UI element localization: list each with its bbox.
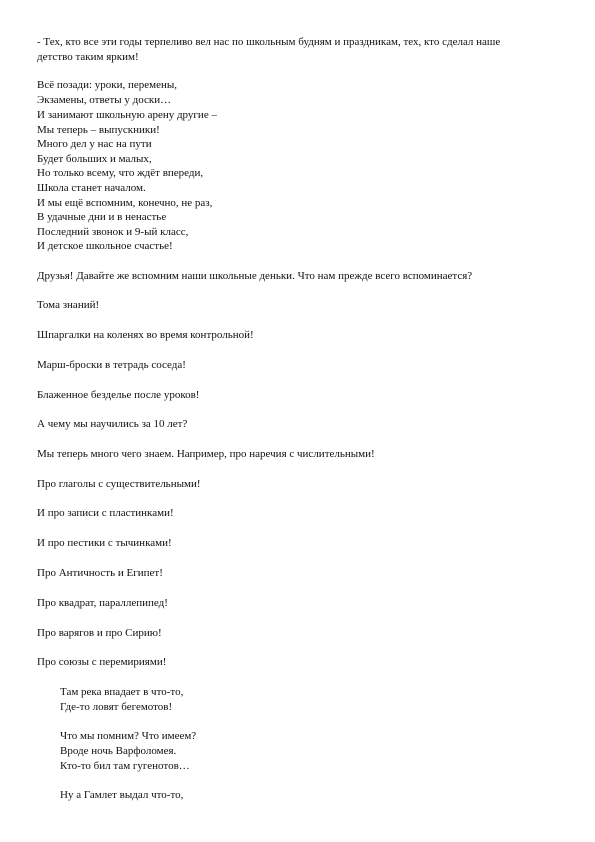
stanza-line: Там река впадает в что-то, bbox=[60, 686, 184, 698]
stanza-line: Ну а Гамлет выдал что-то, bbox=[60, 789, 184, 801]
poem-line: И мы ещё вспомним, конечно, не раз, bbox=[37, 197, 213, 209]
text-line: Про глаголы с существительными! bbox=[37, 478, 201, 490]
text-line: Про Античность и Египет! bbox=[37, 567, 163, 579]
stanza-line: Где-то ловят бегемотов! bbox=[60, 701, 173, 713]
intro-line-2: детство таким ярким! bbox=[37, 51, 139, 63]
text-line: Марш-броски в тетрадь соседа! bbox=[37, 359, 186, 371]
text-line: Тома знаний! bbox=[37, 299, 100, 311]
poem-line: Последний звонок и 9-ый класс, bbox=[37, 226, 189, 238]
poem-line: В удачные дни и в ненастье bbox=[37, 211, 167, 223]
text-line: И про записи с пластинками! bbox=[37, 507, 174, 519]
text-line: Друзья! Давайте же вспомним наши школьные деньки. Что нам прежде всего вспоминается? bbox=[37, 270, 473, 282]
stanza-line: Вроде ночь Варфоломея. bbox=[60, 745, 177, 757]
poem-line: Будет больших и малых, bbox=[37, 153, 152, 165]
poem-line: Мы теперь – выпускники! bbox=[37, 124, 160, 136]
stanza-line: Кто-то бил там гугенотов… bbox=[60, 760, 190, 772]
text-line: А чему мы научились за 10 лет? bbox=[37, 418, 188, 430]
intro-line-1: - Тех, кто все эти годы терпеливо вел нас по школьным будням и праздникам, тех, кто сделал наше bbox=[37, 36, 501, 48]
stanza-line: Что мы помним? Что имеем? bbox=[60, 730, 197, 742]
poem-line: Экзамены, ответы у доски… bbox=[37, 94, 172, 106]
text-line: Про квадрат, параллепипед! bbox=[37, 597, 168, 609]
text-line: Шпаргалки на коленях во время контрольной! bbox=[37, 329, 254, 341]
poem-line: И детское школьное счастье! bbox=[37, 240, 173, 252]
text-line: Мы теперь много чего знаем. Например, про наречия с числительными! bbox=[37, 448, 375, 460]
poem-line: Много дел у нас на пути bbox=[37, 138, 152, 150]
text-line: И про пестики с тычинками! bbox=[37, 537, 172, 549]
poem-line: Всё позади: уроки, перемены, bbox=[37, 79, 178, 91]
poem-line: Школа станет началом. bbox=[37, 182, 146, 194]
poem-line: Но только всему, что ждёт впереди, bbox=[37, 167, 204, 179]
text-line: Блаженное безделье после уроков! bbox=[37, 389, 200, 401]
poem-line: И занимают школьную арену другие – bbox=[37, 109, 217, 121]
text-line: Про союзы с перемириями! bbox=[37, 656, 167, 668]
text-line: Про варягов и про Сирию! bbox=[37, 627, 162, 639]
